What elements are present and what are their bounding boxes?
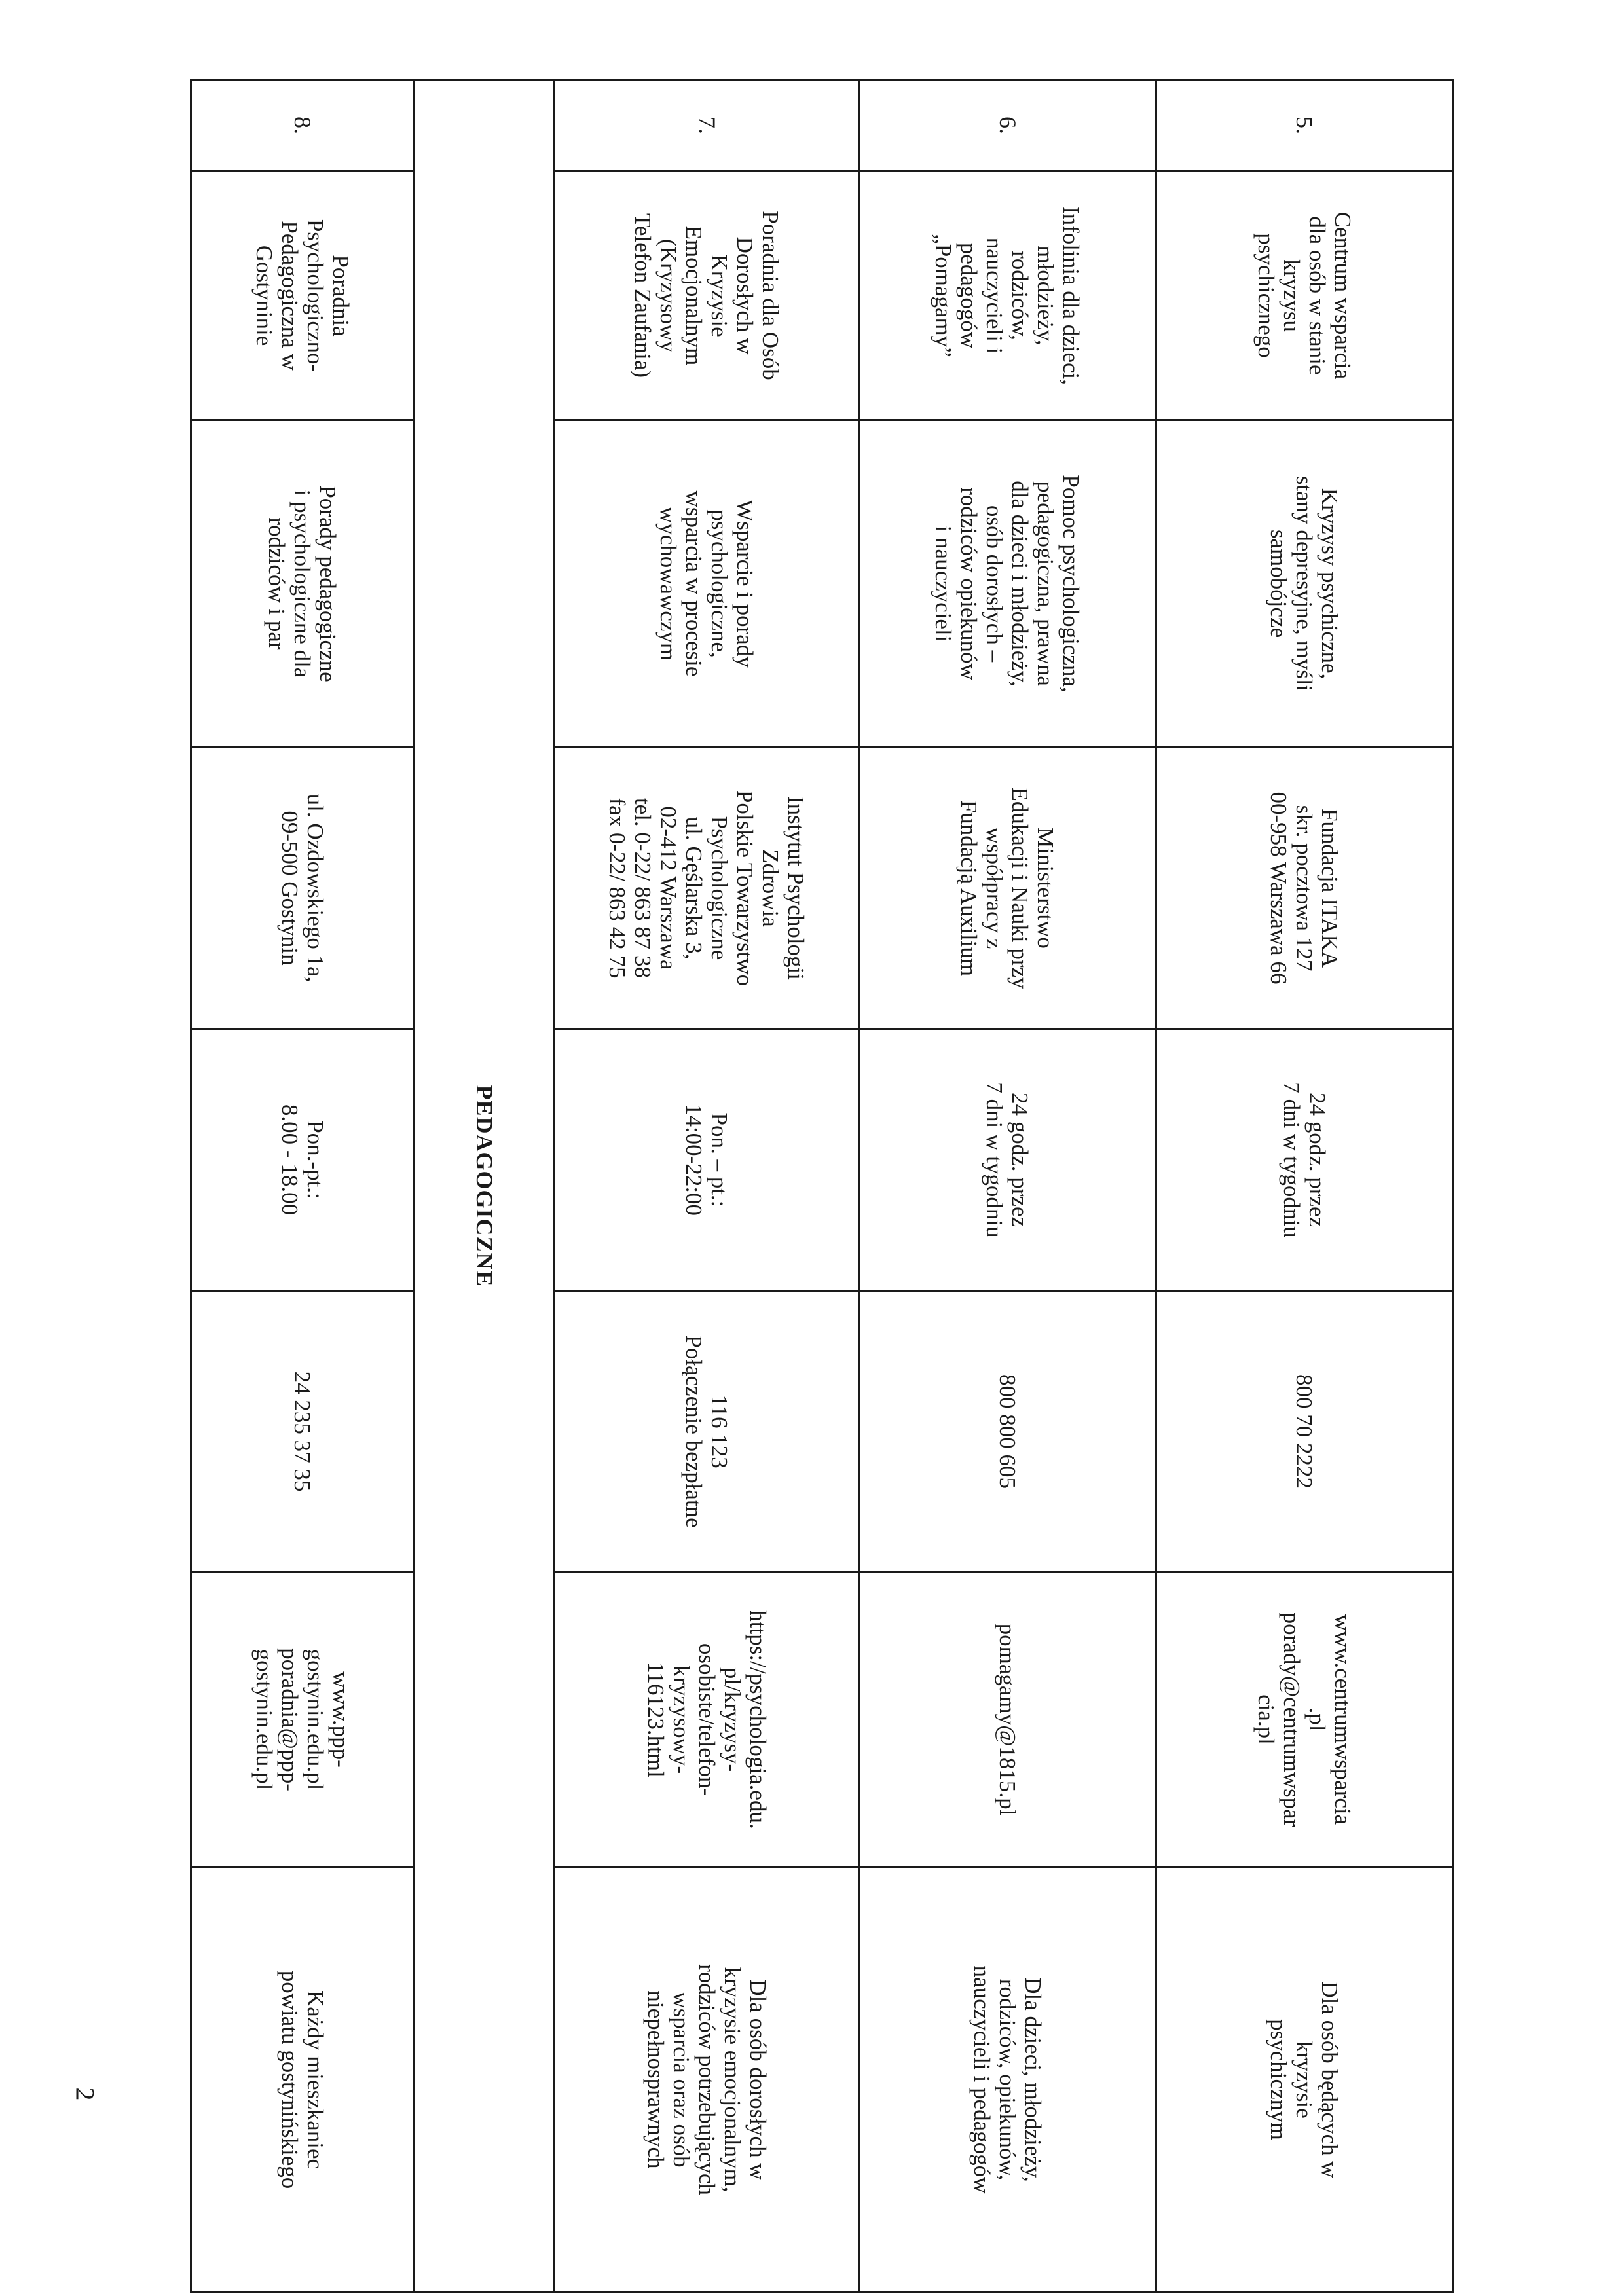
phone-line: 800 800 605 [994, 1374, 1020, 1489]
name-line: Telefon Zaufania) [630, 213, 656, 378]
scope-line: psychologiczne, [707, 509, 733, 658]
target-cell [859, 1867, 1156, 2293]
name-line: Emocjonalnym [681, 225, 707, 366]
scope-line: pedagogiczna, prawna [1033, 481, 1059, 686]
target-line: powiatu gostynińskiego [276, 1970, 303, 2189]
phone-line: 116 123 [707, 1394, 733, 1468]
scope-line: Pomoc psychologiczna, [1058, 475, 1084, 693]
table-body [191, 80, 1453, 2293]
scope-line: Wsparcie i porady [732, 500, 758, 668]
web-line: https://psychologia.edu. [745, 1610, 771, 1829]
web-cell [555, 1573, 859, 1867]
name-line: nauczycieli i [982, 237, 1008, 354]
scope-line: stany depresyjne, myśli [1291, 475, 1318, 692]
number-cell: 7. [555, 80, 859, 172]
web-cell [191, 1573, 414, 1867]
name-line: Psychologiczno- [302, 219, 328, 373]
name-line: „Pomagamy” [931, 234, 957, 357]
web-line: gostynin.edu.pl [251, 1649, 277, 1791]
hours-line: 14:00-22:00 [681, 1103, 707, 1216]
scope-line: i psychologiczne dla [289, 489, 316, 678]
target-line: wsparcia oraz osób [668, 1992, 694, 2168]
name-line: (Kryzysowy [655, 238, 682, 353]
web-line: pomagamy@1815.pl [994, 1623, 1020, 1816]
hours-line: 24 godz. przez [1007, 1092, 1033, 1228]
scope-line: wsparcia w procesie [681, 490, 707, 677]
target-line: Dla dzieci, młodzieży, [1020, 1977, 1046, 2182]
name-line: dla osób w stanie [1304, 216, 1330, 375]
web-line: poradnia@ppp- [276, 1648, 303, 1791]
address-line: fax 0-22/ 863 42 75 [604, 797, 631, 979]
table-row [555, 80, 859, 2293]
web-line: www.centrumwsparcia [1329, 1614, 1356, 1825]
hours-line: 7 dni w tygodniu [982, 1082, 1008, 1238]
address-line: skr. pocztowa 127 [1291, 805, 1318, 972]
number-cell: 5. [1156, 80, 1452, 172]
address-cell [191, 748, 414, 1029]
target-line: kryzysie emocjonalnym, [719, 1967, 745, 2193]
name-line: Poradnia [327, 255, 354, 337]
name-line: Centrum wsparcia [1329, 211, 1356, 380]
table-row [1156, 80, 1452, 2293]
address-line: Fundacją Auxilium [956, 799, 982, 977]
scope-line: Porady pedagogiczne [315, 485, 341, 682]
section-heading: PEDAGOGICZNE [414, 80, 555, 2293]
scope-line: rodziców i par [264, 517, 290, 650]
web-line: porady@centrumwspar [1278, 1612, 1304, 1827]
address-cell [1156, 748, 1452, 1029]
target-line: Dla osób będących w [1317, 1981, 1343, 2178]
name-line: Poradnia dla Osób [758, 211, 784, 380]
address-line: 00-958 Warszawa 66 [1266, 792, 1292, 985]
number-cell: 8. [191, 80, 414, 172]
table-row [859, 80, 1156, 2293]
name-line: rodziców, [1007, 251, 1033, 340]
name-line: Pedagogiczna w [276, 221, 303, 371]
address-line: Ministerstwo [1033, 828, 1059, 949]
address-line: tel. 0-22/ 863 87 38 [630, 797, 656, 979]
name-line: pedagogów [956, 242, 982, 349]
scope-cell [555, 420, 859, 748]
phone-cell [191, 1291, 414, 1573]
address-cell [859, 748, 1156, 1029]
phone-cell [555, 1291, 859, 1573]
hours-line: Pon. – pt.: [707, 1112, 733, 1207]
scope-cell [859, 420, 1156, 748]
address-line: Polskie Towarzystwo [732, 790, 758, 987]
target-line: psychicznym [1266, 2019, 1292, 2140]
address-line: Zdrowia [758, 849, 784, 927]
web-cell [1156, 1573, 1452, 1867]
name-line: młodzieży, [1033, 246, 1059, 346]
scope-line: wychowawczym [655, 506, 682, 661]
hours-line: Pon.-pt.: [302, 1120, 328, 1199]
target-line: kryzysie [1291, 2041, 1318, 2119]
address-line: współpracy z [982, 827, 1008, 949]
web-line: kryzysowy- [668, 1665, 694, 1774]
web-line: pl/kryzysy- [719, 1667, 745, 1772]
name-line: Infolinia dla dzieci, [1058, 206, 1084, 386]
web-line: osobiste/telefon- [693, 1643, 720, 1796]
address-line: ul. Ozdowskiego 1a, [302, 793, 328, 983]
target-line: niepełnosprawnych [642, 1990, 669, 2169]
scope-line: i nauczycieli [931, 525, 957, 642]
phone-cell [859, 1291, 1156, 1573]
target-line: rodziców potrzebujących [693, 1964, 720, 2195]
hours-cell [191, 1029, 414, 1291]
scope-line: samobójcze [1266, 529, 1292, 638]
phone-line: 24 235 37 35 [289, 1371, 316, 1492]
name-line: kryzysu [1278, 259, 1304, 332]
target-cell [1156, 1867, 1452, 2293]
web-line: .pl [1304, 1707, 1330, 1732]
rotated-table-wrapper [190, 79, 1454, 2291]
target-cell [191, 1867, 414, 2293]
web-line: www.ppp- [327, 1671, 354, 1768]
address-line: Instytut Psychologii [783, 796, 809, 980]
hours-cell [1156, 1029, 1452, 1291]
address-line: Edukacji i Nauki przy [1007, 787, 1033, 989]
target-cell [555, 1867, 859, 2293]
scope-line: dla dzieci i młodzieży, [1007, 481, 1033, 687]
web-cell [859, 1573, 1156, 1867]
name-cell [191, 172, 414, 420]
target-line: Każdy mieszkaniec [302, 1990, 328, 2170]
scope-cell [1156, 420, 1452, 748]
target-line: rodziców, opiekunów, [994, 1978, 1020, 2181]
target-line: Dla osób dorosłych w [745, 1979, 771, 2180]
address-line: Psychologiczne [707, 816, 733, 960]
web-line: cia.pl [1253, 1694, 1279, 1745]
web-line: 116123.html [642, 1662, 669, 1777]
scope-line: Kryzysy psychiczne, [1317, 488, 1343, 680]
scope-cell [191, 420, 414, 748]
scope-line: osób dorosłych – [982, 505, 1008, 663]
name-line: Kryzysie [707, 254, 733, 337]
hours-cell [859, 1029, 1156, 1291]
name-cell [1156, 172, 1452, 420]
phone-line: Połączenie bezpłatne [681, 1335, 707, 1528]
web-line: gostynin.edu.pl [302, 1649, 328, 1791]
section-row [414, 80, 555, 2293]
address-line: ul. Gęślarska 3, [681, 816, 707, 960]
address-line: Fundacja ITAKA [1317, 808, 1343, 968]
hours-cell [555, 1029, 859, 1291]
hours-line: 8.00 - 18.00 [276, 1104, 303, 1216]
phone-cell [1156, 1291, 1452, 1573]
number-cell: 6. [859, 80, 1156, 172]
target-line: nauczycieli i pedagogów [969, 1965, 995, 2194]
table-row [191, 80, 414, 2293]
support-contacts-table [190, 79, 1454, 2293]
name-line: psychicznego [1253, 233, 1279, 358]
name-line: Dorosłych w [732, 236, 758, 355]
phone-line: 800 70 2222 [1291, 1374, 1318, 1489]
scope-line: rodziców opiekunów [956, 487, 982, 680]
address-line: 09-500 Gostynin [276, 811, 303, 966]
name-line: Gostyninie [251, 245, 277, 346]
hours-line: 24 godz. przez [1304, 1092, 1330, 1228]
address-line: 02-412 Warszawa [655, 806, 682, 970]
hours-line: 7 dni w tygodniu [1278, 1082, 1304, 1238]
name-cell [555, 172, 859, 420]
address-cell [555, 748, 859, 1029]
name-cell [859, 172, 1156, 420]
page-number: 2 [70, 2087, 100, 2101]
